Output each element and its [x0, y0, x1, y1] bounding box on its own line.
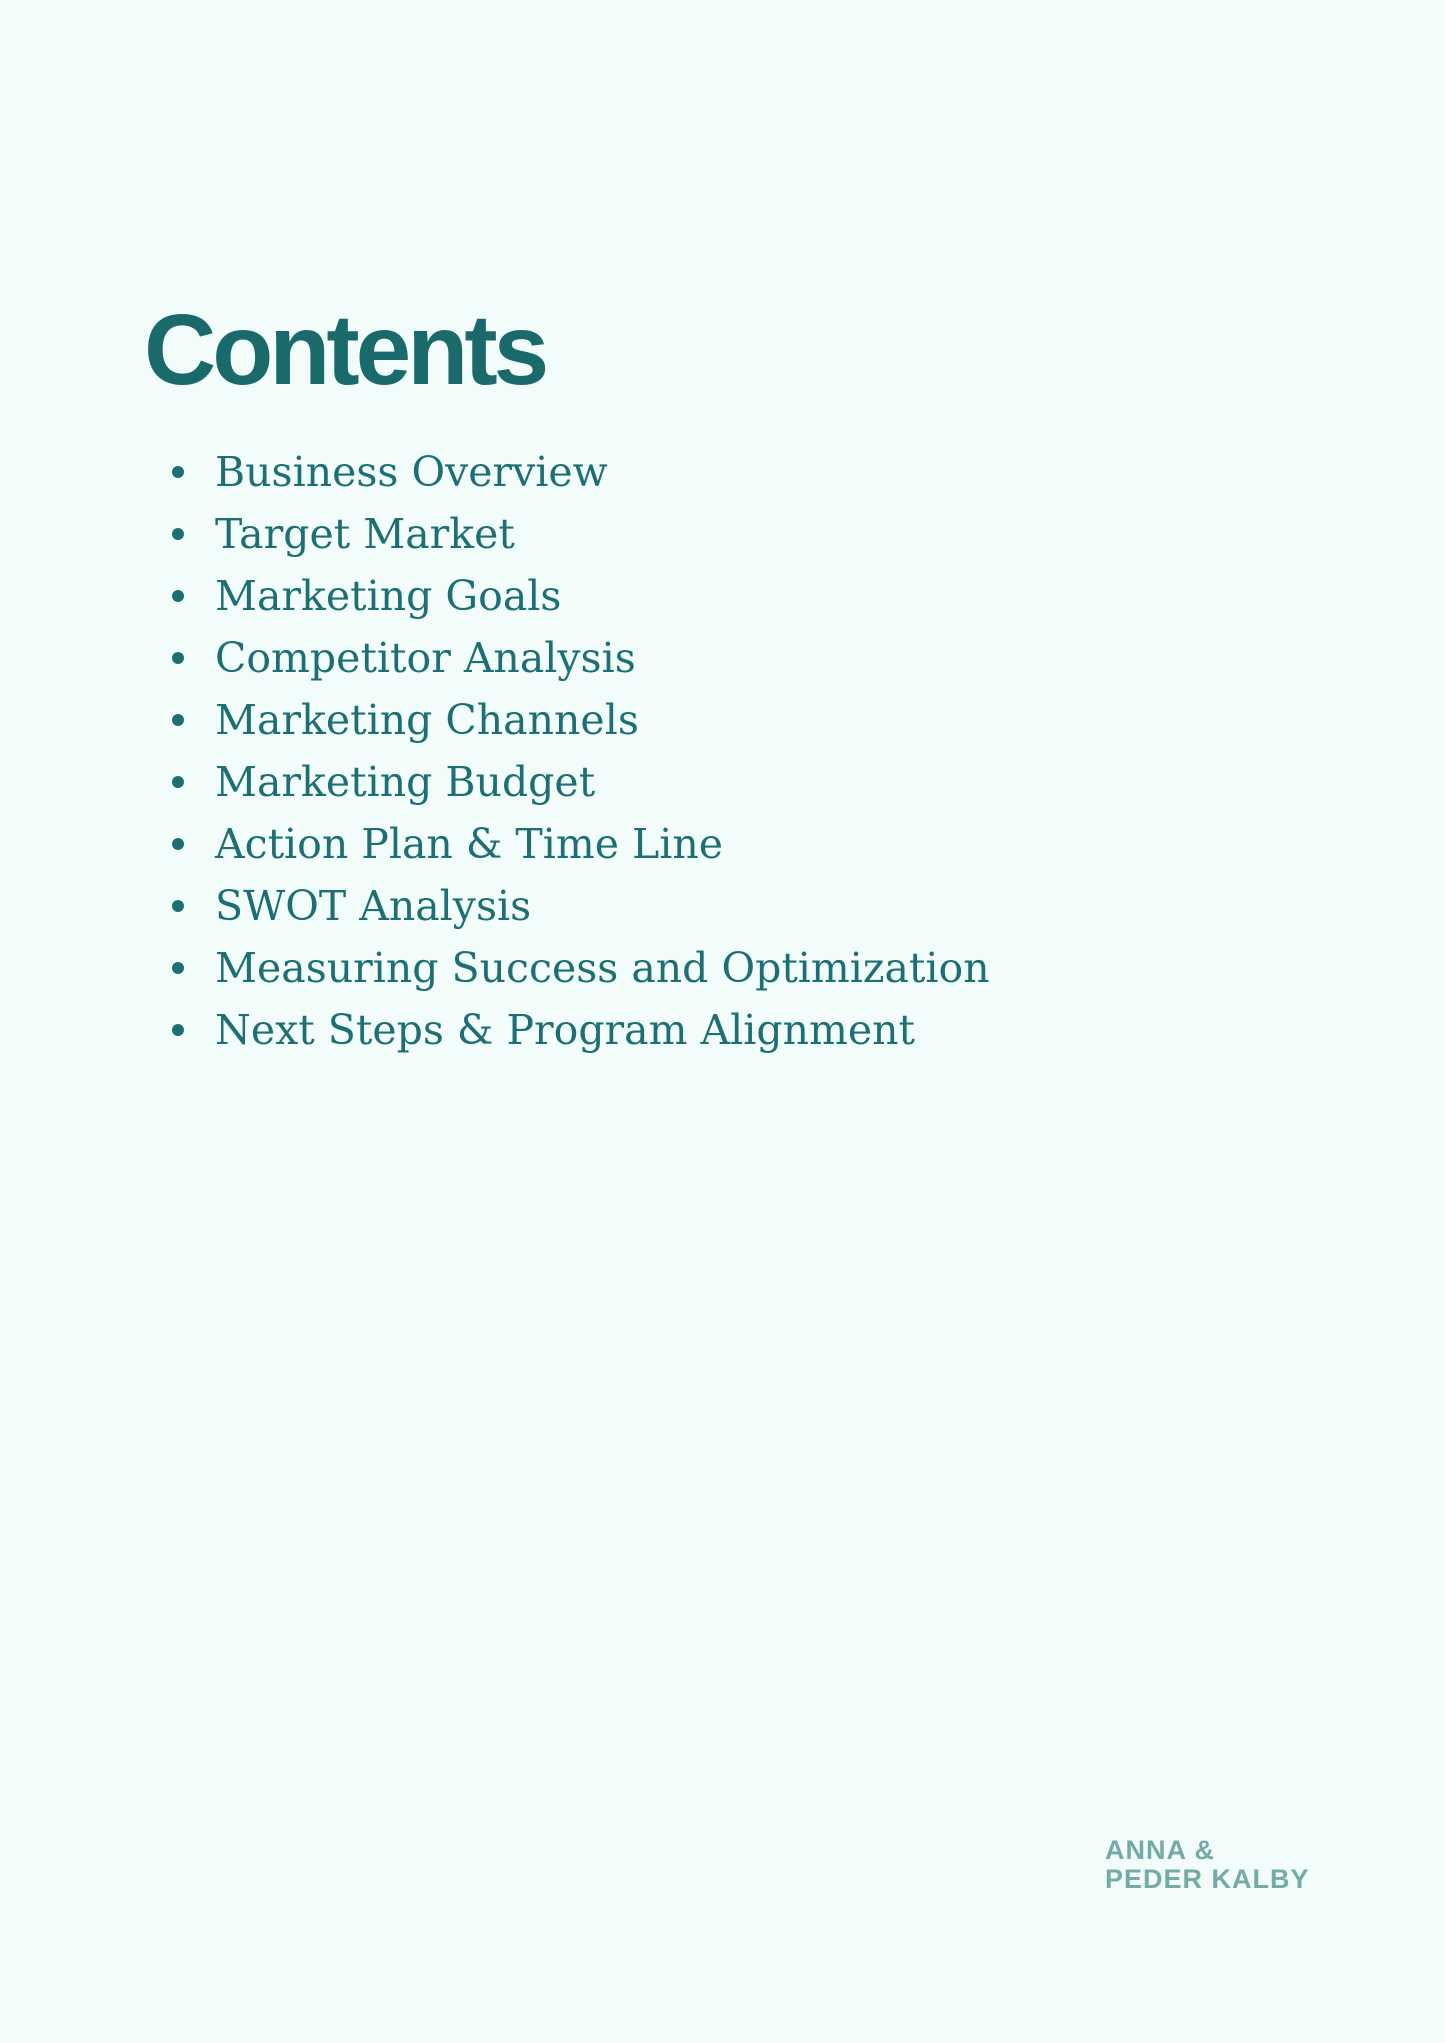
toc-item	[172, 627, 990, 689]
toc-item-label: Marketing Goals	[215, 571, 562, 620]
toc-item-label: Marketing Budget	[215, 757, 596, 806]
bullet-icon	[172, 714, 184, 726]
page-title: Contents	[144, 294, 546, 406]
toc-item-label: Action Plan & Time Line	[215, 819, 724, 868]
toc-item-label: Measuring Success and Optimization	[215, 943, 990, 992]
toc-item-label: Marketing Channels	[215, 695, 639, 744]
toc-item-label: Competitor Analysis	[215, 633, 636, 682]
brand-footer	[1105, 1836, 1310, 1894]
toc-item-label: Next Steps & Program Alignment	[215, 1005, 916, 1054]
toc-item	[172, 813, 990, 875]
bullet-icon	[172, 776, 184, 788]
bullet-icon	[172, 528, 184, 540]
toc-item	[172, 565, 990, 627]
toc-item	[172, 441, 990, 503]
bullet-icon	[172, 838, 184, 850]
toc-item	[172, 689, 990, 751]
bullet-icon	[172, 1024, 184, 1036]
bullet-icon	[172, 900, 184, 912]
toc-item	[172, 999, 990, 1061]
toc-item-label: Business Overview	[215, 447, 608, 496]
bullet-icon	[172, 590, 184, 602]
toc-item	[172, 751, 990, 813]
brand-line-1: ANNA &	[1105, 1835, 1215, 1865]
contents-list	[172, 441, 990, 1061]
bullet-icon	[172, 962, 184, 974]
toc-item	[172, 875, 990, 937]
toc-item	[172, 937, 990, 999]
toc-item-label: SWOT Analysis	[215, 881, 532, 930]
brand-line-2: PEDER KALBY	[1105, 1864, 1310, 1894]
bullet-icon	[172, 652, 184, 664]
bullet-icon	[172, 466, 184, 478]
toc-item-label: Target Market	[215, 509, 515, 558]
toc-item	[172, 503, 990, 565]
